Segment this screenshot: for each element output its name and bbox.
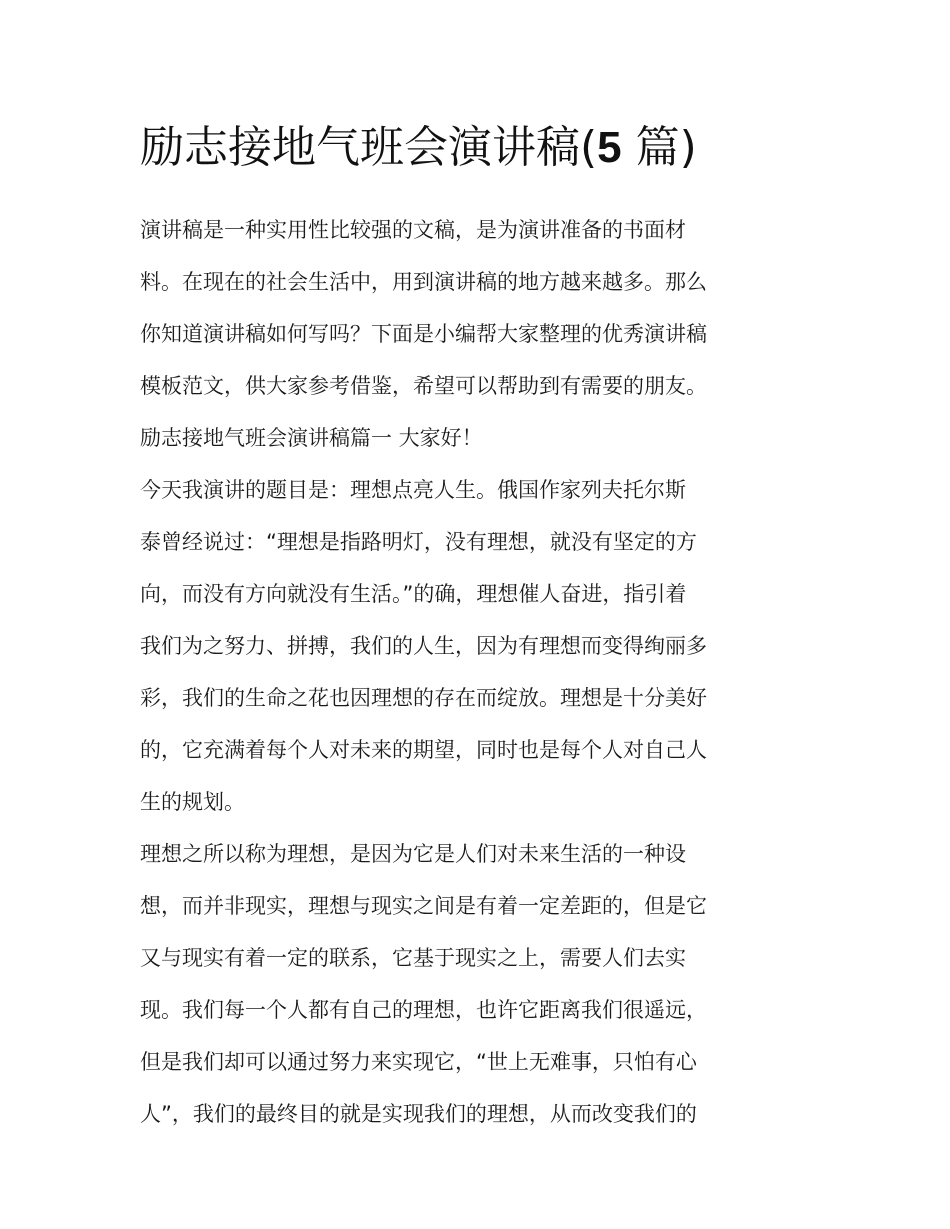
text-line: 生的规划。 xyxy=(140,790,245,814)
document-body xyxy=(140,204,812,1140)
text-line: 向，而没有方向就没有生活。”的确，理想催人奋进，指引着 xyxy=(140,582,687,606)
title-suffix: 篇) xyxy=(621,122,697,173)
text-line: 料。在现在的社会生活中，用到演讲稿的地方越来越多。那么 xyxy=(140,270,707,294)
text-line: 演讲稿是一种实用性比较强的文稿，是为演讲准备的书面材 xyxy=(140,218,686,242)
text-line: 模板范文，供大家参考借鉴，希望可以帮助到有需要的朋友。 xyxy=(140,374,707,398)
text-line: 人”，我们的最终目的就是实现我们的理想，从而改变我们的 xyxy=(140,1102,697,1126)
text-line: 理想之所以称为理想，是因为它是人们对未来生活的一种设 xyxy=(140,842,686,866)
text-line: 彩，我们的生命之花也因理想的存在而绽放。理想是十分美好 xyxy=(140,686,707,710)
text-line: 你知道演讲稿如何写吗？下面是小编帮大家整理的优秀演讲稿 xyxy=(140,322,707,346)
text-line: 的，它充满着每个人对未来的期望，同时也是每个人对自己人 xyxy=(140,738,707,762)
text-line: 但是我们却可以通过努力来实现它，“世上无难事，只怕有心 xyxy=(140,1050,697,1074)
section-heading-line: 励志接地气班会演讲稿篇一 大家好！ xyxy=(140,426,483,450)
text-line: 泰曾经说过：“理想是指路明灯，没有理想，就没有坚定的方 xyxy=(140,530,697,554)
text-line: 我们为之努力、拼搏，我们的人生，因为有理想而变得绚丽多 xyxy=(140,634,707,658)
text-line: 想，而并非现实，理想与现实之间是有着一定差距的，但是它 xyxy=(140,894,707,918)
text-line: 现。我们每一个人都有自己的理想，也许它距离我们很遥远， xyxy=(140,998,707,1022)
title-number: 5 xyxy=(597,123,622,172)
text-line: 又与现实有着一定的联系，它基于现实之上，需要人们去实 xyxy=(140,946,686,970)
title-prefix: 励志接地气班会演讲稿( xyxy=(140,122,598,173)
text-line: 今天我演讲的题目是：理想点亮人生。俄国作家列夫托尔斯 xyxy=(140,478,686,502)
page-title xyxy=(140,118,697,178)
